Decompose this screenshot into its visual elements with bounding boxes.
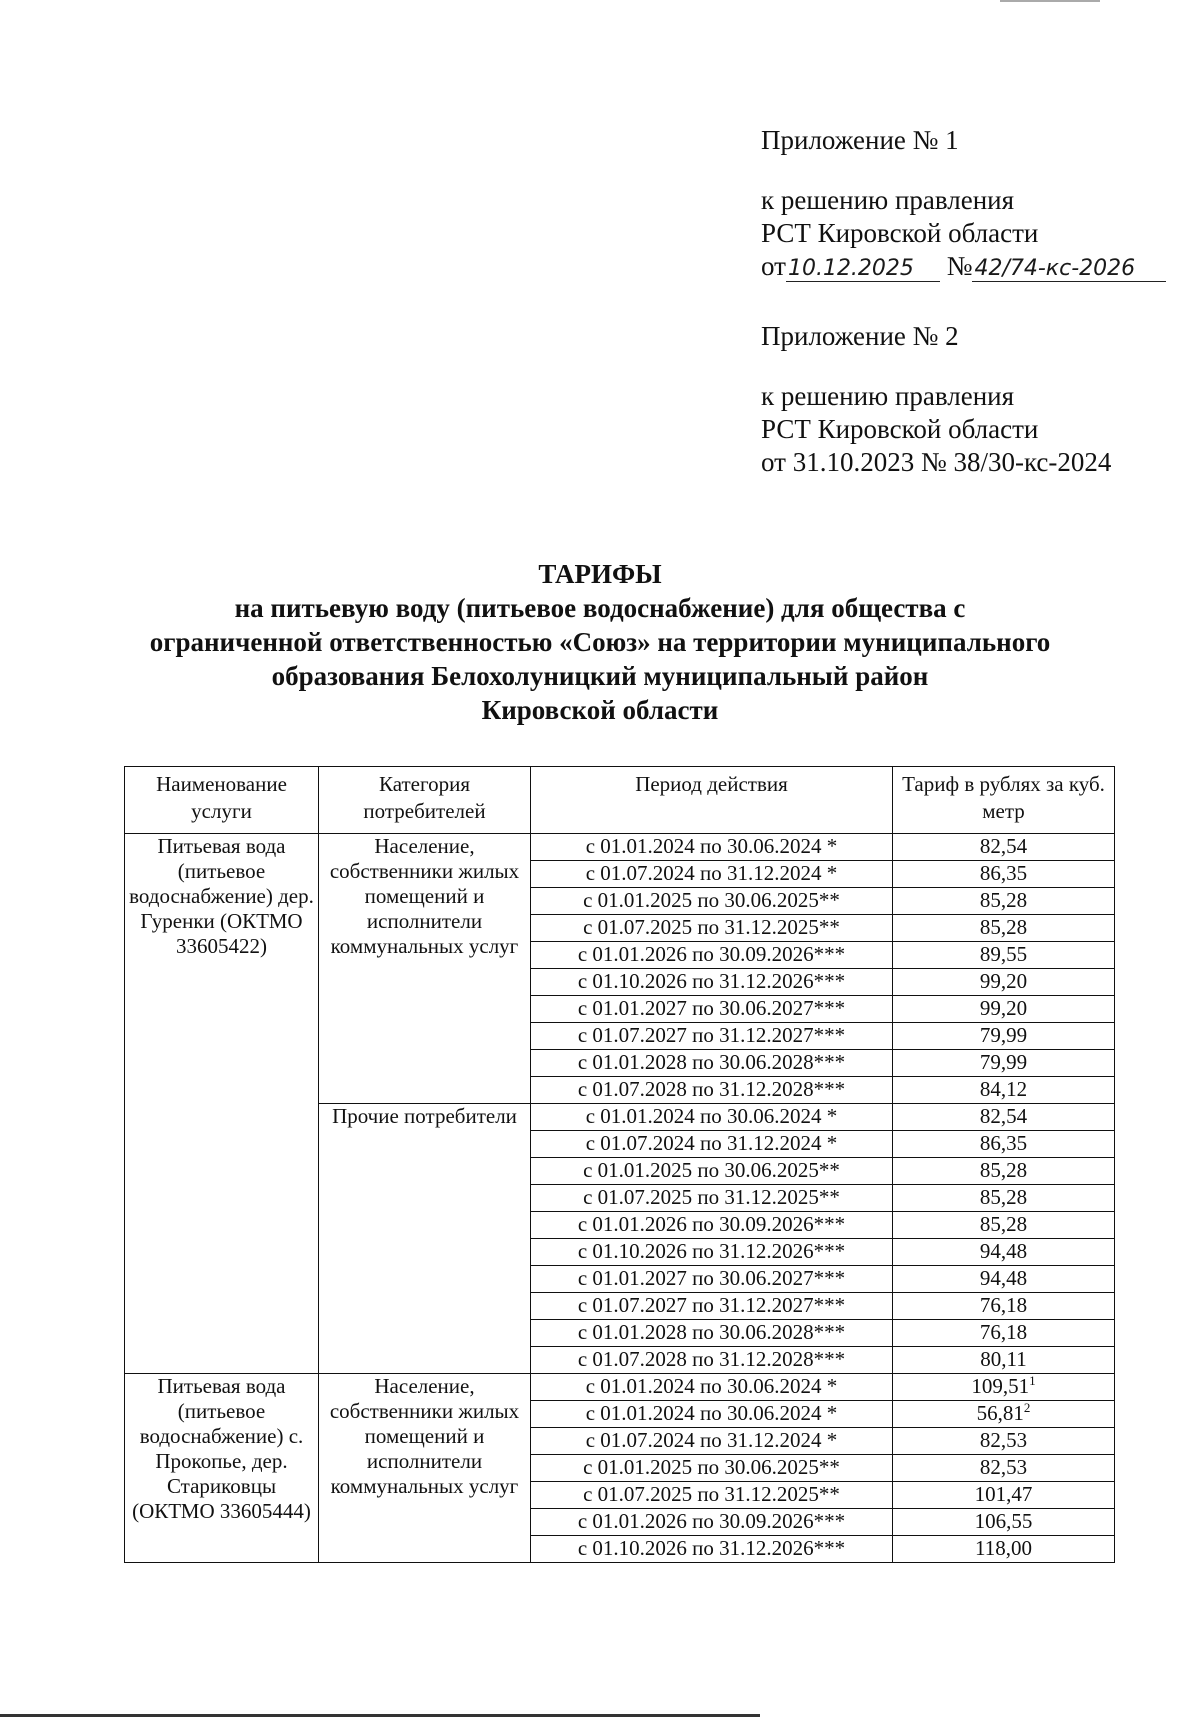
footnote-mark: 2: [1023, 1400, 1031, 1415]
appendix-2-title: Приложение № 2: [761, 321, 959, 351]
tariff-cell: [893, 1050, 1115, 1077]
tariff-cell: [893, 1239, 1115, 1266]
scan-edge-mark: [1000, 0, 1100, 2]
tariff-cell: [893, 1482, 1115, 1509]
period-cell: с 01.01.2027 по 30.06.2027***: [531, 1266, 893, 1293]
tariff-value: 80,11: [980, 1347, 1027, 1371]
period-cell: с 01.01.2028 по 30.06.2028***: [531, 1050, 893, 1077]
tariff-cell: [893, 834, 1115, 861]
tariff-value: 82,54: [979, 834, 1028, 858]
appendix-2-line3: от 31.10.2023 № 38/30-кс-2024: [761, 447, 1112, 477]
period-cell: с 01.10.2026 по 31.12.2026***: [531, 1536, 893, 1563]
consumer-category-cell: Население, собственники жилых помещений и исполнители коммунальных услуг: [319, 834, 531, 1104]
tariff-cell: [893, 1401, 1115, 1428]
tariff-cell: [893, 1374, 1115, 1401]
tariff-cell: [893, 1266, 1115, 1293]
period-cell: с 01.01.2026 по 30.09.2026***: [531, 1212, 893, 1239]
appendix-1-num-sign: №: [946, 251, 973, 281]
appendix-2-line2: РСТ Кировской области: [761, 414, 1039, 444]
tariff-value: 99,20: [979, 996, 1028, 1020]
header-service: Наименование услуги: [125, 767, 319, 834]
tariff-cell: [893, 1347, 1115, 1374]
tariff-value: 79,99: [979, 1023, 1028, 1047]
appendix-1-title: Приложение № 1: [761, 125, 959, 155]
period-cell: с 01.01.2026 по 30.09.2026***: [531, 1509, 893, 1536]
tariffs-table: [124, 766, 1115, 1563]
consumer-category-cell: Население, собственники жилых помещений и исполнители коммунальных услуг: [319, 1374, 531, 1563]
appendix-1-block: [761, 124, 1166, 283]
tariff-value: 89,55: [979, 942, 1028, 966]
table-row: [125, 834, 1115, 861]
tariff-cell: [893, 942, 1115, 969]
tariff-cell: [893, 861, 1115, 888]
footnote-mark: 1: [1029, 1373, 1036, 1388]
period-cell: с 01.01.2024 по 30.06.2024 *: [531, 1374, 893, 1401]
table-row: [125, 1374, 1115, 1401]
period-cell: с 01.01.2025 по 30.06.2025**: [531, 888, 893, 915]
period-cell: с 01.07.2024 по 31.12.2024 *: [531, 861, 893, 888]
tariff-cell: [893, 1509, 1115, 1536]
tariff-value: 56,81: [976, 1401, 1024, 1425]
tariff-cell: [893, 1131, 1115, 1158]
tariff-value: 82,54: [979, 1104, 1028, 1128]
period-cell: с 01.07.2024 по 31.12.2024 *: [531, 1428, 893, 1455]
period-cell: с 01.07.2027 по 31.12.2027***: [531, 1293, 893, 1320]
tariff-cell: [893, 1104, 1115, 1131]
period-cell: с 01.01.2026 по 30.09.2026***: [531, 942, 893, 969]
scan-bottom-line: [0, 1714, 760, 1717]
tariff-value: 85,28: [979, 915, 1028, 939]
tariff-cell: [893, 1428, 1115, 1455]
table-header-row: [125, 767, 1115, 834]
tariff-cell: [893, 1023, 1115, 1050]
tariff-value: 82,53: [979, 1428, 1028, 1452]
consumer-category-cell: Прочие потребители: [319, 1104, 531, 1374]
tariff-value: 84,12: [979, 1077, 1028, 1101]
tariff-value: 109,51: [971, 1374, 1030, 1398]
period-cell: с 01.07.2025 по 31.12.2025**: [531, 1185, 893, 1212]
tariff-cell: [893, 1077, 1115, 1104]
tariff-value: 99,20: [979, 969, 1028, 993]
title-line-5: Кировской области: [481, 695, 719, 725]
period-cell: с 01.01.2025 по 30.06.2025**: [531, 1455, 893, 1482]
tariff-value: 94,48: [979, 1266, 1028, 1290]
tariff-cell: [893, 1320, 1115, 1347]
period-cell: с 01.01.2028 по 30.06.2028***: [531, 1320, 893, 1347]
tariff-value: 85,28: [979, 1212, 1028, 1236]
period-cell: с 01.07.2028 по 31.12.2028***: [531, 1077, 893, 1104]
tariff-value: 76,18: [979, 1293, 1028, 1317]
service-name-cell: Питьевая вода (питьевое водоснабжение) с. Прокопье, дер. Стариковцы (ОКТМО 33605444): [125, 1374, 319, 1563]
tariff-cell: [893, 1293, 1115, 1320]
service-name-cell: Питьевая вода (питьевое водоснабжение) дер. Гуренки (ОКТМО 33605422): [125, 834, 319, 1374]
period-cell: с 01.01.2024 по 30.06.2024 *: [531, 1104, 893, 1131]
period-cell: с 01.07.2027 по 31.12.2027***: [531, 1023, 893, 1050]
tariff-cell: [893, 915, 1115, 942]
appendix-1-handwritten-date: 10.12.2025: [786, 257, 940, 282]
title-line-1: ТАРИФЫ: [538, 559, 662, 589]
tariff-cell: [893, 1185, 1115, 1212]
tariff-value: 79,99: [979, 1050, 1028, 1074]
tariff-cell: [893, 996, 1115, 1023]
period-cell: с 01.07.2025 по 31.12.2025**: [531, 1482, 893, 1509]
period-cell: с 01.01.2024 по 30.06.2024 *: [531, 1401, 893, 1428]
period-cell: с 01.07.2028 по 31.12.2028***: [531, 1347, 893, 1374]
appendix-1-line2: РСТ Кировской области: [761, 218, 1039, 248]
period-cell: с 01.01.2027 по 30.06.2027***: [531, 996, 893, 1023]
tariff-cell: [893, 888, 1115, 915]
header-period: Период действия: [531, 767, 893, 834]
tariff-value: 82,53: [979, 1455, 1028, 1479]
title-line-2: на питьевую воду (питьевое водоснабжение) для общества с: [234, 593, 966, 623]
appendix-1-date-line: [761, 250, 1166, 283]
appendix-1-line1: к решению правления: [761, 185, 1015, 215]
document-title: [100, 557, 1100, 727]
tariff-cell: [893, 1455, 1115, 1482]
period-cell: с 01.07.2025 по 31.12.2025**: [531, 915, 893, 942]
tariff-value: 118,00: [975, 1536, 1032, 1560]
tariff-value: 101,47: [974, 1482, 1033, 1506]
appendix-1-prefix: от: [761, 251, 786, 281]
appendix-2-line1: к решению правления: [761, 381, 1015, 411]
period-cell: с 01.01.2025 по 30.06.2025**: [531, 1158, 893, 1185]
tariff-cell: [893, 969, 1115, 996]
tariff-value: 94,48: [979, 1239, 1028, 1263]
period-cell: с 01.10.2026 по 31.12.2026***: [531, 1239, 893, 1266]
tariff-value: 85,28: [979, 888, 1028, 912]
tariff-value: 86,35: [979, 1131, 1028, 1155]
tariff-cell: [893, 1158, 1115, 1185]
tariff-cell: [893, 1212, 1115, 1239]
period-cell: с 01.01.2024 по 30.06.2024 *: [531, 834, 893, 861]
tariff-value: 86,35: [979, 861, 1028, 885]
tariff-value: 106,55: [974, 1509, 1033, 1533]
title-line-3: ограниченной ответственностью «Союз» на территории муниципального: [149, 627, 1051, 657]
tariff-value: 76,18: [979, 1320, 1028, 1344]
appendix-1-handwritten-number: 42/74-кс-2026: [972, 257, 1166, 282]
tariff-value: 85,28: [979, 1158, 1028, 1182]
tariff-cell: [893, 1536, 1115, 1563]
header-category: Категория потребителей: [319, 767, 531, 834]
header-tariff: Тариф в рублях за куб. метр: [893, 767, 1115, 834]
period-cell: с 01.07.2024 по 31.12.2024 *: [531, 1131, 893, 1158]
period-cell: с 01.10.2026 по 31.12.2026***: [531, 969, 893, 996]
title-line-4: образования Белохолуницкий муниципальный район: [271, 661, 929, 691]
tariff-value: 85,28: [979, 1185, 1028, 1209]
appendix-2-block: [761, 320, 1111, 479]
